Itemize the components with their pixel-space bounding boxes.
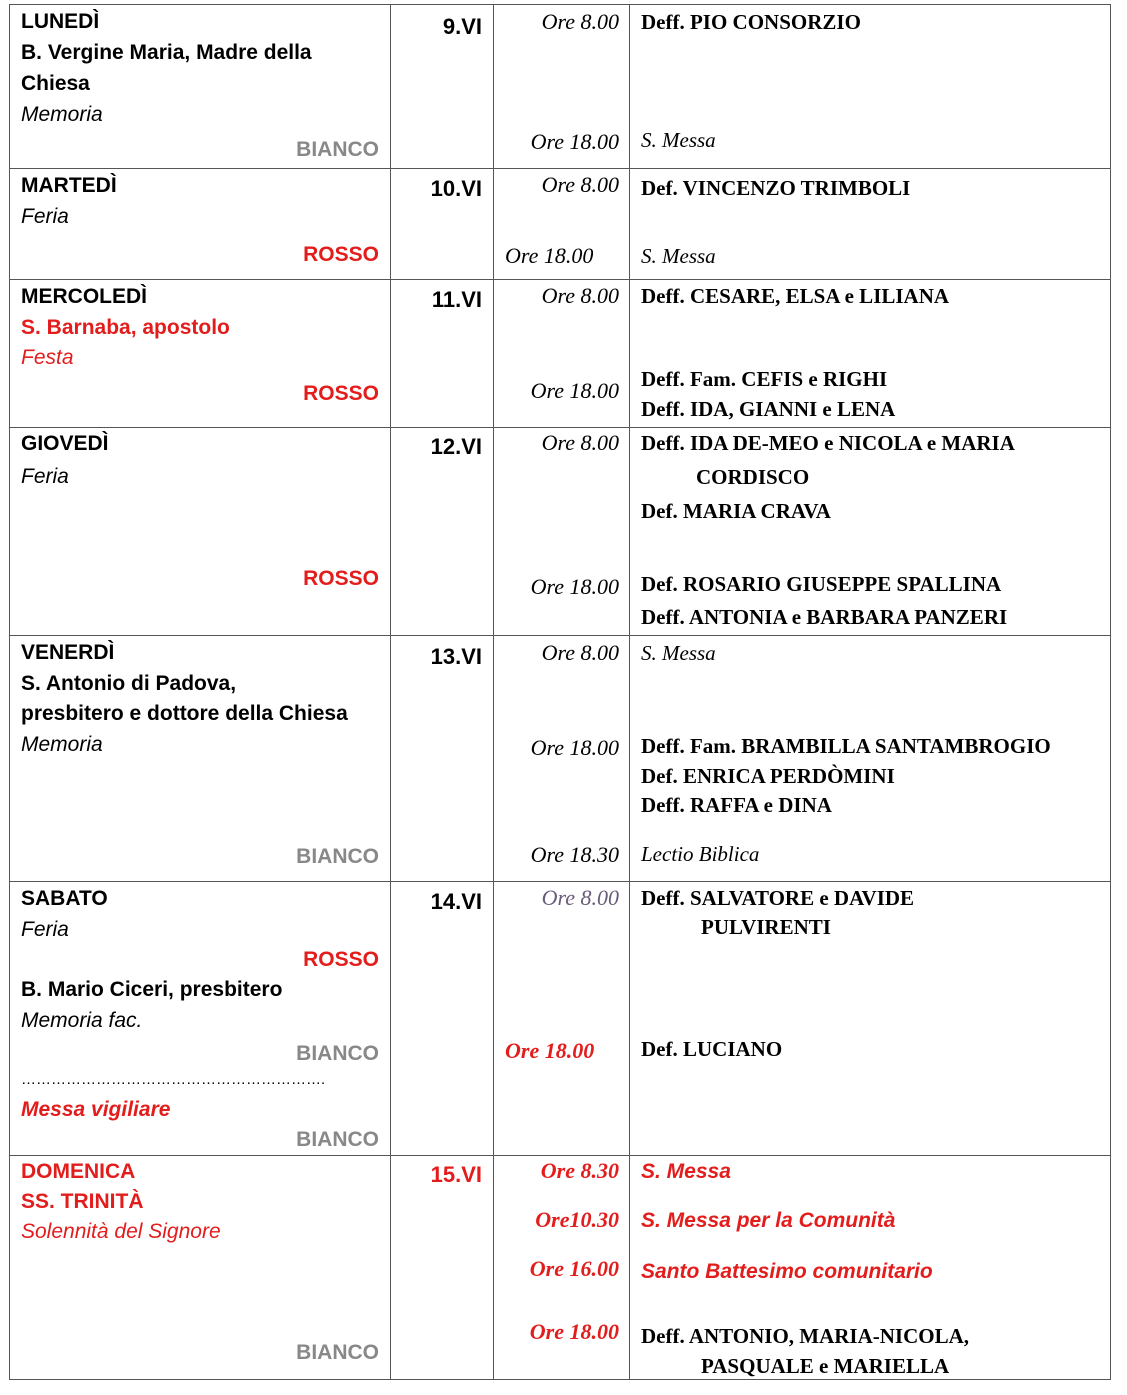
mass-intention: Deff. IDA DE-MEO e NICOLA e MARIA (641, 431, 1015, 455)
mass-intention: S. Messa (641, 641, 716, 665)
mass-intention: Deff. PIO CONSORZIO (641, 10, 861, 34)
feast-title: Chiesa (21, 72, 90, 95)
day-name: MARTEDÌ (21, 174, 117, 197)
mass-intention: PULVIRENTI (701, 915, 831, 939)
liturgical-color: BIANCO (296, 1042, 379, 1065)
mass-time: Ore 18.00 (530, 129, 619, 154)
mass-time: Ore 18.00 (529, 1319, 619, 1344)
column-divider (390, 5, 391, 1379)
mass-time: Ore 18.00 (505, 1038, 595, 1063)
mass-intention: Deff. Fam. CEFIS e RIGHI (641, 367, 888, 391)
feast-title: SS. TRINITÀ (21, 1190, 144, 1213)
mass-intention: Def. ENRICA PERDÒMINI (641, 764, 895, 788)
day-name: SABATO (21, 887, 108, 910)
feast-title: S. Antonio di Padova, (21, 672, 237, 695)
liturgical-color: BIANCO (296, 1128, 379, 1151)
mass-intention: Deff. Fam. BRAMBILLA SANTAMBROGIO (641, 734, 1051, 758)
mass-time: Ore 8.00 (541, 885, 619, 910)
feast-rank: Feria (21, 918, 69, 941)
day-name: VENERDÌ (21, 641, 115, 664)
mass-time: Ore 18.30 (530, 842, 619, 867)
dotted-separator: ……………………………………………………. (21, 1071, 326, 1088)
feast-title: B. Vergine Maria, Madre della (21, 41, 312, 64)
mass-intention: Def. MARIA CRAVA (641, 499, 831, 523)
mass-time: Ore 16.00 (529, 1256, 619, 1281)
date: 14.VI (430, 889, 482, 914)
mass-time: Ore 8.00 (541, 172, 619, 197)
mass-intention: PASQUALE e MARIELLA (701, 1354, 950, 1378)
mass-intention: Deff. IDA, GIANNI e LENA (641, 397, 896, 421)
feast-title: B. Mario Ciceri, presbitero (21, 978, 283, 1001)
day-name: GIOVEDÌ (21, 432, 109, 455)
feast-title: presbitero e dottore della Chiesa (21, 702, 348, 725)
mass-time: Ore 8.00 (541, 430, 619, 455)
feast-rank: Feria (21, 465, 69, 488)
mass-time: Ore 18.00 (530, 574, 619, 599)
mass-intention: S. Messa (641, 244, 716, 268)
mass-intention: Deff. ANTONIA e BARBARA PANZERI (641, 605, 1008, 629)
mass-intention: Def. LUCIANO (641, 1037, 783, 1061)
mass-time: Ore 18.00 (505, 243, 594, 268)
feast-title: S. Barnaba, apostolo (21, 316, 230, 339)
liturgical-color: ROSSO (303, 948, 379, 971)
mass-intention: Deff. SALVATORE e DAVIDE (641, 886, 915, 910)
mass-time: Ore 8.00 (541, 283, 619, 308)
date: 10.VI (430, 176, 482, 201)
mass-time: Ore 18.00 (530, 735, 619, 760)
mass-intention: Deff. CESARE, ELSA e LILIANA (641, 284, 950, 308)
mass-intention: Deff. RAFFA e DINA (641, 793, 832, 817)
liturgical-color: BIANCO (296, 845, 379, 868)
liturgical-color: ROSSO (303, 567, 379, 590)
row-divider (10, 635, 1110, 636)
row-divider (10, 168, 1110, 169)
feast-rank: Festa (21, 346, 74, 369)
date: 13.VI (430, 644, 482, 669)
mass-intention: S. Messa per la Comunità (641, 1209, 896, 1232)
mass-intention: CORDISCO (696, 465, 810, 489)
mass-time: Ore10.30 (535, 1207, 619, 1232)
feast-rank: Memoria (21, 733, 103, 756)
mass-intention: Lectio Biblica (641, 842, 760, 866)
mass-intention: Def. ROSARIO GIUSEPPE SPALLINA (641, 572, 1002, 596)
mass-intention: S. Messa (641, 1160, 731, 1183)
row-divider (10, 427, 1110, 428)
feast-rank: Memoria (21, 103, 103, 126)
feast-rank: Feria (21, 205, 69, 228)
day-name: LUNEDÌ (21, 10, 100, 33)
mass-intention: Santo Battesimo comunitario (641, 1260, 933, 1283)
row-divider (10, 881, 1110, 882)
column-divider (493, 5, 494, 1379)
row-divider (10, 279, 1110, 280)
liturgical-color: ROSSO (303, 243, 379, 266)
date: 9.VI (442, 14, 482, 39)
liturgical-color: BIANCO (296, 138, 379, 161)
liturgical-color: ROSSO (303, 382, 379, 405)
day-name: DOMENICA (21, 1160, 136, 1183)
mass-intention: Deff. ANTONIO, MARIA-NICOLA, (641, 1324, 970, 1348)
column-divider (629, 5, 630, 1379)
mass-intention: Def. VINCENZO TRIMBOLI (641, 176, 911, 200)
liturgical-color: BIANCO (296, 1341, 379, 1364)
mass-time: Ore 8.00 (541, 640, 619, 665)
mass-time: Ore 18.00 (530, 378, 619, 403)
mass-time: Ore 8.30 (540, 1158, 619, 1183)
mass-intention: S. Messa (641, 128, 716, 152)
day-name: MERCOLEDÌ (21, 285, 147, 308)
row-divider (10, 1155, 1110, 1156)
feast-rank: Solennità del Signore (21, 1220, 221, 1243)
date: 11.VI (431, 287, 482, 312)
date: 12.VI (430, 434, 482, 459)
date: 15.VI (430, 1162, 482, 1187)
vigil-mass-label: Messa vigiliare (21, 1098, 171, 1121)
feast-rank: Memoria fac. (21, 1009, 143, 1032)
mass-time: Ore 8.00 (541, 9, 619, 34)
